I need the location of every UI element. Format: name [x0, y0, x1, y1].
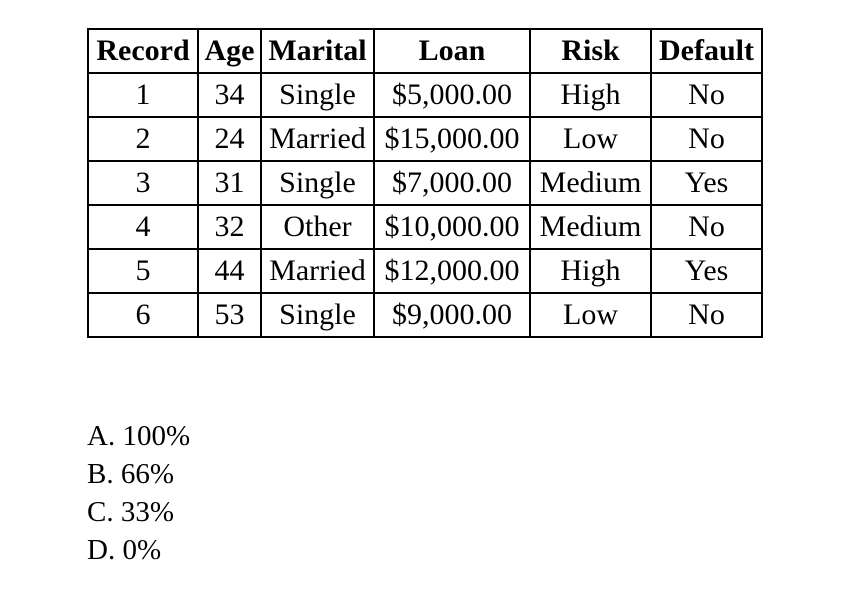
cell-risk: Low — [530, 293, 651, 337]
cell-risk: Low — [530, 117, 651, 161]
table-row — [88, 161, 762, 205]
table-row — [88, 117, 762, 161]
cell-risk: High — [530, 249, 651, 293]
cell-marital: Single — [261, 293, 374, 337]
cell-risk: Medium — [530, 205, 651, 249]
option-d[interactable]: D. 0% — [87, 534, 162, 566]
data-table — [87, 28, 763, 338]
table-row — [88, 205, 762, 249]
option-b[interactable]: B. 66% — [87, 458, 174, 490]
cell-record: 1 — [88, 73, 198, 117]
cell-marital: Married — [261, 117, 374, 161]
option-c[interactable]: C. 33% — [87, 496, 174, 528]
cell-default: Yes — [651, 161, 762, 205]
table-row — [88, 293, 762, 337]
column-header-age: Age — [198, 29, 261, 73]
column-header-marital: Marital — [261, 29, 374, 73]
cell-age: 34 — [198, 73, 261, 117]
option-a[interactable]: A. 100% — [87, 420, 191, 452]
cell-marital: Single — [261, 161, 374, 205]
column-header-risk: Risk — [530, 29, 651, 73]
cell-age: 53 — [198, 293, 261, 337]
cell-age: 31 — [198, 161, 261, 205]
table-header-row — [88, 29, 762, 73]
cell-risk: Medium — [530, 161, 651, 205]
cell-record: 4 — [88, 205, 198, 249]
cell-default: No — [651, 205, 762, 249]
cell-loan: $5,000.00 — [374, 73, 530, 117]
cell-loan: $12,000.00 — [374, 249, 530, 293]
column-header-record: Record — [88, 29, 198, 73]
cell-record: 5 — [88, 249, 198, 293]
cell-record: 3 — [88, 161, 198, 205]
cell-default: Yes — [651, 249, 762, 293]
cell-marital: Other — [261, 205, 374, 249]
cell-loan: $9,000.00 — [374, 293, 530, 337]
cell-risk: High — [530, 73, 651, 117]
cell-age: 44 — [198, 249, 261, 293]
cell-default: No — [651, 73, 762, 117]
cell-age: 24 — [198, 117, 261, 161]
cell-age: 32 — [198, 205, 261, 249]
cell-record: 6 — [88, 293, 198, 337]
table-row — [88, 249, 762, 293]
cell-marital: Single — [261, 73, 374, 117]
table-row — [88, 73, 762, 117]
cell-default: No — [651, 117, 762, 161]
cell-default: No — [651, 293, 762, 337]
cell-loan: $10,000.00 — [374, 205, 530, 249]
cell-marital: Married — [261, 249, 374, 293]
column-header-loan: Loan — [374, 29, 530, 73]
column-header-default: Default — [651, 29, 762, 73]
answer-options — [87, 417, 190, 569]
cell-record: 2 — [88, 117, 198, 161]
cell-loan: $7,000.00 — [374, 161, 530, 205]
cell-loan: $15,000.00 — [374, 117, 530, 161]
